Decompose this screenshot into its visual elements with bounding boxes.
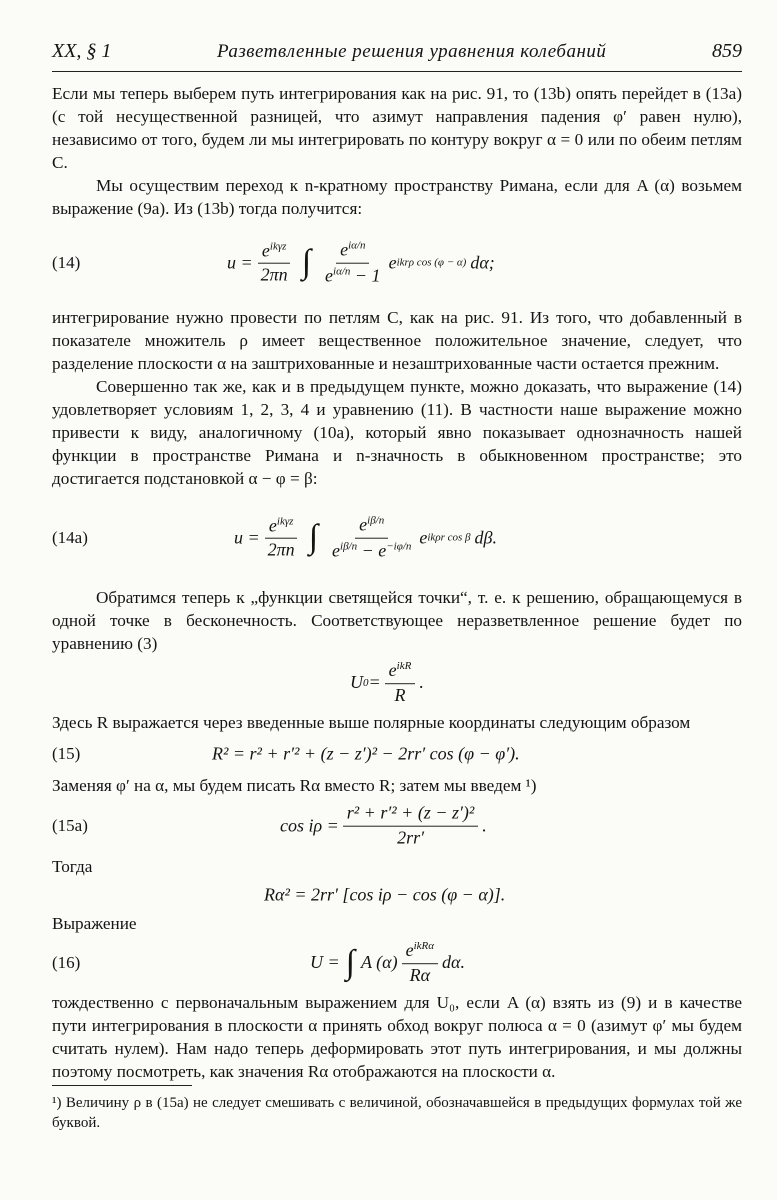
prefactor-fraction: $\frac{e^{ik\gamma z}}{2\pi n}$	[264, 515, 299, 561]
eq-number: (14)	[52, 253, 81, 272]
footnote: ¹) Величину ρ в (15a) не следует смешивать с величиной, обозначавшейся в предыдущих формулах той же буквой.	[52, 1095, 742, 1131]
paragraph-9: Выражение	[52, 914, 137, 933]
integral-sign: ∫	[308, 519, 319, 556]
equation-14	[52, 220, 742, 306]
equation-15: (15) R² = r² + r′² + (z − z′)² − 2rr′ cos (φ − φ′).	[52, 743, 520, 764]
eq-body: u = $\frac{e^{ik\gamma z}}{2\pi n}$ ∫ $\frac{e^{i\alpha/n}}{e^{i\alpha/n} - 1}$ e ikrρ cos (φ − α) dα;	[227, 239, 495, 286]
equation-16: (16) U = ∫ A (α) $\frac{e^{ikR\alpha}}{R\alpha}$ dα.	[52, 940, 465, 985]
paragraph-4: Совершенно так же, как и в предыдущем пункте, можно доказать, что выражение (14) удовлетворяет условиям 1, 2, 3, 4 и уравнению (11). В частности наше выражение можно привести к виду, аналогичному (10a), который явно показывает однозначность нашей функции в пространстве Римана и n-значность в обыкновенном пространстве; это достигается подстановкой α − φ = β:	[52, 377, 742, 488]
footnote-rule	[52, 1085, 192, 1086]
header-title: Разветвленные решения уравнения колебаний	[217, 41, 607, 62]
equation-15a: (15a) cos iρ = $\frac{\text{r² + r′² + (z − z′)²}}{2rr'}$ .	[52, 802, 487, 848]
eq-body: u = $\frac{e^{ik\gamma z}}{2\pi n}$ ∫ $\frac{e^{i\beta/n}}{e^{i\beta/n} - e^{-i\varphi/n}}$ e ikρr cos β dβ.	[234, 514, 497, 561]
eq-number: (14a)	[52, 528, 88, 547]
paragraph-10: тождественно с первоначальным выражением для U₀, если A (α) взять из (9) и в качестве пути интегрирования в плоскости α принять обход вокруг полюса α = 0 (азимут φ′ мы будем считать нулем). Нам надо теперь деформировать этот путь интегрирования, и мы должны поэтому посмотреть, как значения Rα отображаются на плоскости α.	[52, 993, 742, 1081]
main-fraction: $\frac{e^{i\alpha/n}}{e^{i\alpha/n} - 1}$	[325, 239, 381, 286]
equation-u0	[52, 655, 742, 711]
paragraph-8: Тогда	[52, 857, 93, 876]
running-header	[52, 40, 742, 72]
eq-lhs: u =	[227, 252, 253, 273]
paragraph-6: Здесь R выражается через введенные выше полярные координаты следующим образом	[52, 713, 691, 732]
section-label: XX, § 1	[52, 40, 112, 62]
equation-ra: Rα² = 2rr′ [cos iρ − cos (φ − α)].	[264, 884, 506, 905]
paragraph-1: Если мы теперь выберем путь интегрирования как на рис. 91, то (13b) опять перейдет в (13a) (с той несущественной разницей, что азимут направления падения φ′ равен нулю), независимо от того, будем ли мы интегрировать по контуру вокруг α = 0 или по обеим петлям C.	[52, 84, 742, 172]
paragraph-2: Мы осуществим переход к n-кратному пространству Римана, если для A (α) возьмем выражение (9a). Из (13b) тогда получится:	[52, 176, 742, 218]
main-fraction: $\frac{e^{i\beta/n}}{e^{i\beta/n} - e^{-i\varphi/n}}$	[332, 514, 412, 561]
page	[52, 40, 742, 1083]
page-number: 859	[711, 40, 742, 62]
prefactor-fraction: $\frac{e^{ik\gamma z}}{2\pi n}$	[257, 240, 292, 286]
paragraph-7: Заменяя φ′ на α, мы будем писать Rα вместо R; затем мы введем ¹)	[52, 776, 537, 795]
eq-body: U 0 = $\frac{e^{ikR}}{R}$ .	[350, 660, 424, 705]
equation-14a	[52, 490, 742, 586]
paragraph-5: Обратимся теперь к „функции светящейся точки“, т. е. к решению, обращающемуся в одной точке в бесконечность. Соответствующее неразветвленное решение будет по уравнению (3)	[52, 588, 742, 653]
integral-sign: ∫	[301, 244, 312, 281]
paragraph-3: интегрирование нужно провести по петлям C, как на рис. 91. Из того, что добавленный в показателе множитель ρ имеет вещественное положительное значение, следует, что разделение плоскости α на заштрихованные и незаштрихованные части остается прежним.	[52, 308, 742, 373]
